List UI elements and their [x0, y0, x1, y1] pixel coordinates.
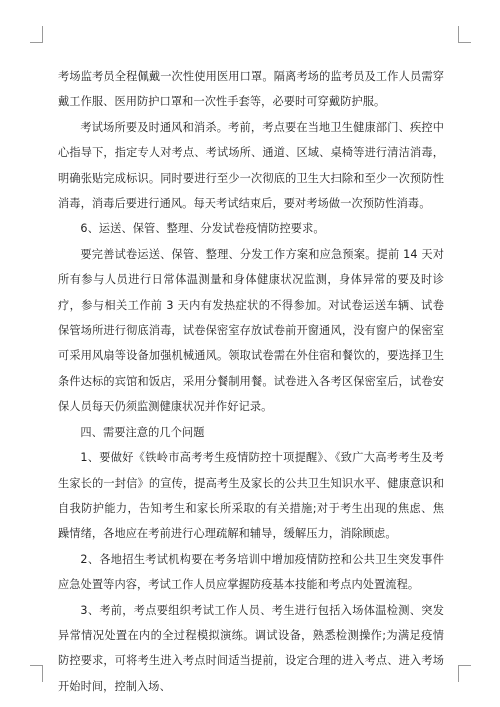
paragraph-issue-1-publicity: 1、要做好《铁岭市高考考生疫情防控十项提醒》、《致广大高考考生及考生家长的一封信》的宣传，提高考生及家长的公共卫生知识水平、健康意识和自我防护能力，告知考生和家长所采取的有关措施;对于考生出现的焦虑、焦躁情绪，各地应在考前进行心理疏解和辅导，缓解压力，消除顾虑。	[58, 451, 444, 541]
paragraph-invigilator-masks: 考场监考员全程佩戴一次性使用医用口罩。隔离考场的监考员及工作人员需穿戴工作服、医用防护口罩和一次性手套等，必要时可穿戴防护服。	[58, 70, 444, 109]
paragraph-exam-paper-handling: 要完善试卷运送、保管、整理、分发工作方案和应急预案。提前 14 天对所有参与人员进行日常体温测量和身体健康状况监测，身体异常的要及时诊疗，参与相关工作前 3 天内有发热症状的不得参加。对试卷运送车辆、试卷保管场所进行彻底消毒，试卷保密室存放试卷前开窗通风，没有窗户的保密室可采用风扇等设备加强机械通风。领取试卷需在外住宿和餐饮的，要选择卫生条件达标的宾馆和饭店，采用分餐制用餐。试卷进入各考区保密室后，试卷安保人员每天仍须监测健康状况并作好记录。	[58, 247, 444, 414]
crop-mark-bottom-right	[458, 665, 471, 682]
paragraph-issue-2-training: 2、各地招生考试机构要在考务培训中增加疫情防控和公共卫生突发事件应急处置等内容，考试工作人员应掌握防疫基本技能和考点内处置流程。	[58, 552, 444, 592]
crop-mark-top-left	[30, 26, 43, 43]
section-heading-issues-to-note: 四、需要注意的几个问题	[80, 425, 205, 439]
paragraph-ventilation-disinfection: 考试场所要及时通风和消杀。考前，考点要在当地卫生健康部门、疾控中心指导下，指定专人对考点、考试场所、通道、区域、桌椅等进行清洁消毒，明确张贴完成标识。同时要进行至少一次彻底的卫生大扫除和至少一次预防性消毒，消毒后要进行通风。每天考试结束后，要对考场做一次预防性消毒。	[58, 120, 444, 211]
section-heading-exam-paper-requirements: 6、运送、保管、整理、分发试卷疫情防控要求。	[80, 222, 325, 236]
crop-mark-top-right	[458, 26, 471, 43]
document-body	[58, 64, 444, 699]
paragraph-issue-3-drills: 3、考前，考点要组织考试工作人员、考生进行包括入场体温检测、突发异常情况处置在内的全过程模拟演练。调试设备，熟悉检测操作;为满足疫情防控要求，可将考生进入考点时间适当提前，设定合理的进入考点、进入考场开始时间，控制入场、	[58, 603, 444, 693]
crop-mark-bottom-left	[30, 665, 43, 682]
